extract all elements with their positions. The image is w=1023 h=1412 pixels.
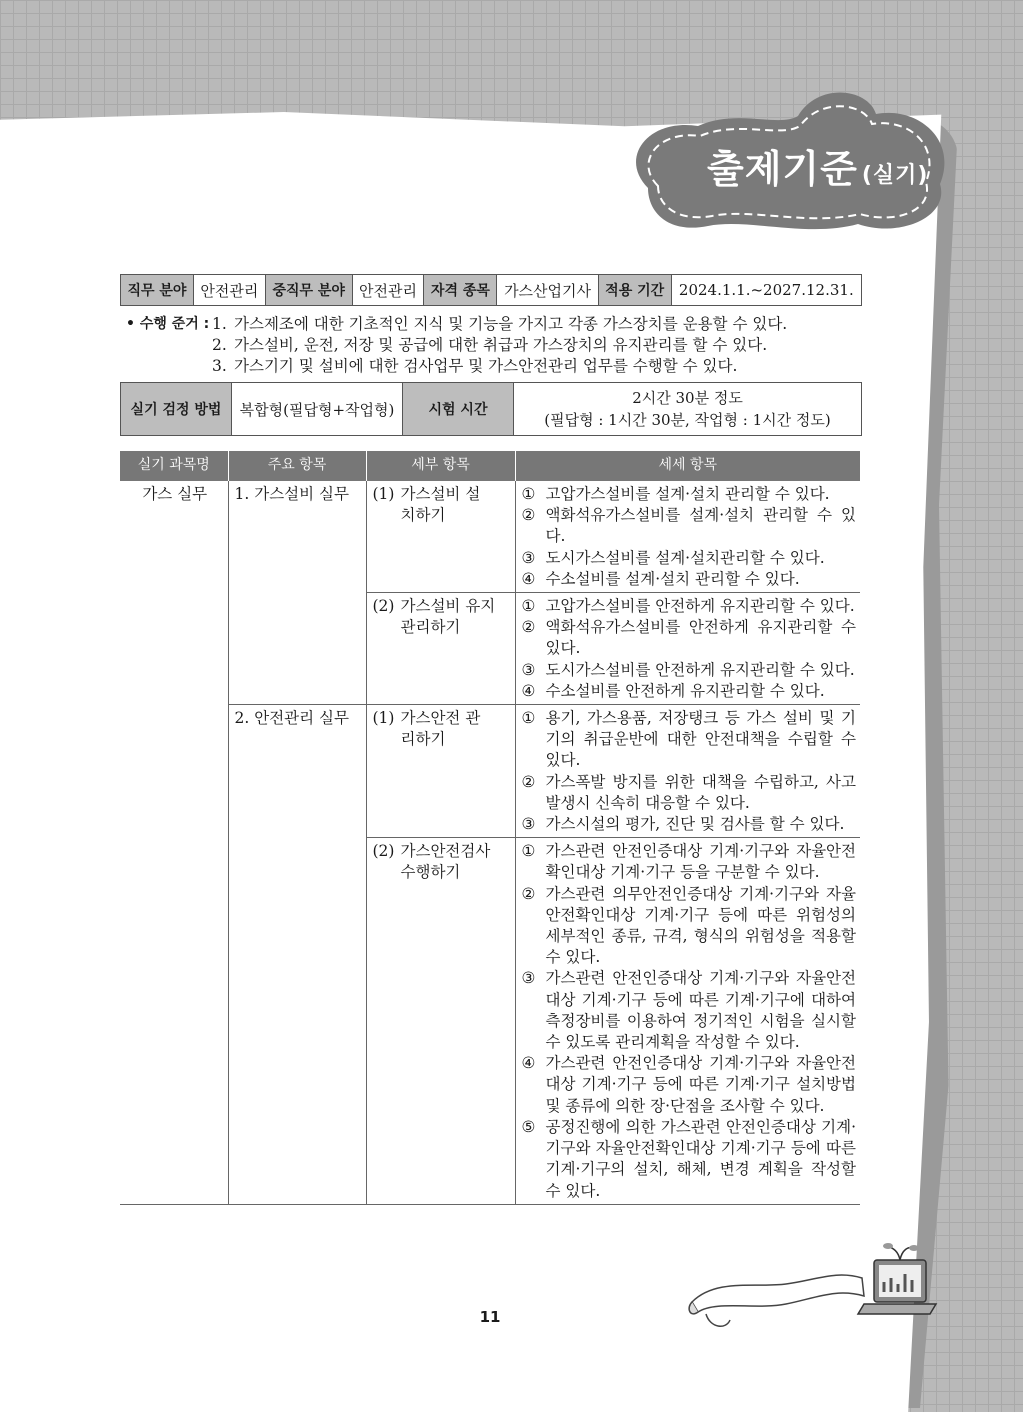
- header-subject: 실기 과목명: [120, 451, 228, 481]
- criteria-num: 2.: [212, 336, 227, 354]
- laptop-scroll-illustration: [686, 1238, 946, 1342]
- performance-criteria: [126, 314, 787, 377]
- time-line-2: (필답형 : 1시간 30분, 작업형 : 1시간 정도): [544, 411, 831, 429]
- criteria-text: 가스기기 및 설비에 대한 검사업무 및 가스안전관리 업무를 수행할 수 있다.: [234, 357, 738, 375]
- method-label: 실기 검정 방법: [121, 383, 232, 436]
- detail-item: ③ 가스관련 안전인증대상 기계·기구와 자율안전 대상 기계·기구 등에 따른 기계·기구에 대하여 측정장비를 이용하여 정기적인 시험을 실시할 수 있도록 관리계획을 작성할 수 있다.: [521, 969, 856, 1052]
- main-item-2: 2. 안전관리 실무: [228, 705, 366, 1205]
- sub-item-name: 가스설비 설치하기: [400, 485, 481, 525]
- method-table: [120, 382, 862, 436]
- criteria-table: [120, 451, 860, 1205]
- detail-cell: [515, 705, 860, 838]
- qualification-label: 자격 종목: [424, 275, 497, 306]
- detail-item: ① 용기, 가스용품, 저장탱크 등 가스 설비 및 기기의 취급운반에 대한 안전대책을 수립할 수 있다.: [521, 709, 856, 770]
- time-label: 시험 시간: [403, 383, 514, 436]
- job-field-value: 안전관리: [193, 275, 265, 306]
- detail-item: ③ 도시가스설비를 안전하게 유지관리할 수 있다.: [521, 660, 855, 679]
- sub-field-label: 중직무 분야: [265, 275, 352, 306]
- sub-item-num: (1): [372, 709, 395, 728]
- detail-item: ④ 수소설비를 설계·설치 관리할 수 있다.: [521, 569, 800, 588]
- criteria-text: 가스제조에 대한 기초적인 지식 및 기능을 가지고 각종 가스장치를 운용할 수 있다.: [234, 315, 788, 333]
- detail-cell: [515, 593, 860, 705]
- detail-item: ② 가스관련 의무안전인증대상 기계·기구와 자율안전확인대상 기계·기구 등에 따른 위험성의 세부적인 종류, 규격, 형식의 위험성을 적용할 수 있다.: [521, 884, 856, 967]
- time-line-1: 2시간 30분 정도: [632, 389, 743, 407]
- period-value: 2024.1.1.~2027.12.31.: [671, 275, 861, 306]
- criteria-label: • 수행 준거 :: [126, 316, 210, 332]
- detail-item: ③ 도시가스설비를 설계·설치관리할 수 있다.: [521, 548, 825, 567]
- detail-item: ② 액화석유가스설비를 설계·설치 관리할 수 있다.: [521, 506, 856, 546]
- page-number: 11: [479, 1308, 501, 1326]
- detail-item: ② 가스폭발 방지를 위한 대책을 수립하고, 사고발생시 신속히 대응할 수 있다.: [521, 772, 856, 812]
- sub-field-value: 안전관리: [352, 275, 424, 306]
- detail-item: ① 고압가스설비를 안전하게 유지관리할 수 있다.: [521, 597, 855, 616]
- detail-cell: [515, 481, 860, 593]
- sub-item-cell: [366, 705, 515, 838]
- sub-item-cell: [366, 593, 515, 705]
- detail-item: ⑤ 공정진행에 의한 가스관련 안전인증대상 기계·기구와 자율안전확인대상 기계·기구 등에 따른 기계·기구의 설치, 해체, 변경 계획을 작성할 수 있다.: [521, 1117, 856, 1200]
- criteria-text: 가스설비, 운전, 저장 및 공급에 대한 취급과 가스장치의 유지관리를 할 수 있다.: [234, 336, 768, 354]
- sub-item-cell: [366, 838, 515, 1204]
- page-title: 출제기준 (실기): [707, 147, 929, 191]
- table-row: [120, 705, 860, 838]
- sub-item-name: 가스설비 유지관리하기: [400, 597, 496, 637]
- header-main-item: 주요 항목: [228, 451, 366, 481]
- header-sub-item: 세부 항목: [366, 451, 515, 481]
- detail-item: ① 고압가스설비를 설계·설치 관리할 수 있다.: [521, 485, 830, 503]
- page-subtitle: (실기): [861, 163, 929, 188]
- sub-item-name: 가스안전 관리하기: [400, 709, 481, 749]
- subject-cell: 가스 실무: [120, 481, 228, 1204]
- detail-item: ④ 수소설비를 안전하게 유지관리할 수 있다.: [521, 681, 825, 700]
- sub-item-num: (2): [372, 597, 395, 616]
- period-label: 적용 기간: [598, 275, 671, 306]
- method-value: 복합형(필답형+작업형): [232, 383, 403, 436]
- criteria-num: 1.: [212, 315, 227, 333]
- criteria-num: 3.: [212, 357, 227, 375]
- detail-item: ④ 가스관련 안전인증대상 기계·기구와 자율안전대상 기계·기구 등에 따른 기계·기구 설치방법 및 종류에 의한 장·단점을 조사할 수 있다.: [521, 1054, 856, 1115]
- sub-item-name: 가스안전검사 수행하기: [400, 842, 491, 882]
- detail-item: ① 가스관련 안전인증대상 기계·기구와 자율안전 확인대상 기계·기구 등을 구분할 수 있다.: [521, 842, 856, 882]
- detail-cell: [515, 838, 860, 1204]
- detail-item: ② 액화석유가스설비를 안전하게 유지관리할 수 있다.: [521, 618, 856, 658]
- detail-item: ③ 가스시설의 평가, 진단 및 검사를 할 수 있다.: [521, 815, 845, 834]
- sub-item-num: (1): [372, 485, 395, 503]
- job-field-label: 직무 분야: [121, 275, 194, 306]
- sub-item-cell: [366, 481, 515, 593]
- time-value: [514, 383, 862, 436]
- qualification-value: 가스산업기사: [497, 275, 598, 306]
- info-table: [120, 274, 862, 306]
- table-row: [120, 481, 860, 593]
- main-item-1: 1. 가스설비 실무: [228, 481, 366, 705]
- header-detail-item: 세세 항목: [515, 451, 860, 481]
- sub-item-num: (2): [372, 842, 395, 861]
